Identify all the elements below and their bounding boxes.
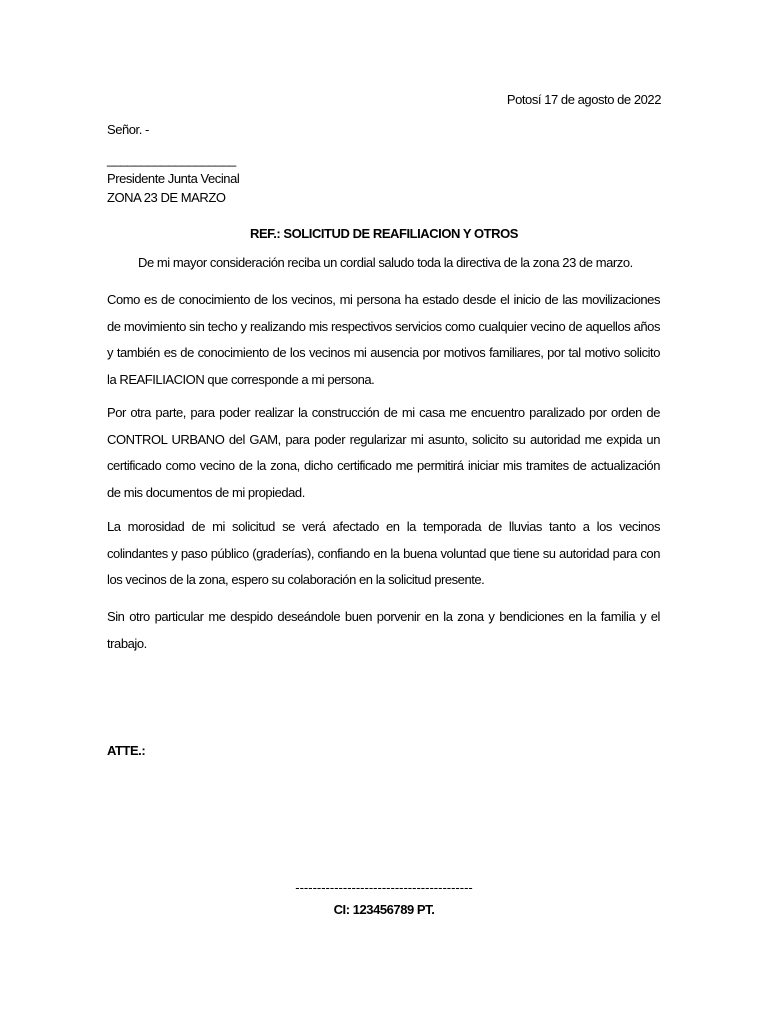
greeting: Señor. - xyxy=(107,122,149,137)
signature-line: ----------------------------------------- xyxy=(295,880,473,895)
recipient-block xyxy=(107,150,239,207)
recipient-title: Presidente Junta Vecinal xyxy=(107,171,240,186)
reference-line: REF.: SOLICITUD DE REAFILIACION Y OTROS xyxy=(250,226,518,241)
body-paragraph-3: La morosidad de mi solicitud se verá afectado en la temporada de lluvias tanto a los vecinos colindantes y paso público (graderías), confiando en la buena voluntad que tiene su autoridad para con los vecinos de la zona, espero su colaboración en la solicitud presente. xyxy=(107,519,660,587)
recipient-name-blank: ___________________ xyxy=(107,152,236,167)
opening-line: De mi mayor consideración reciba un cordial saludo toda la directiva de la zona 23 de marzo. xyxy=(138,255,633,270)
body-paragraph-1: Como es de conocimiento de los vecinos, mi persona ha estado desde el inicio de las movilizaciones de movimiento sin techo y realizando mis respectivos servicios como cualquier vecino de aquellos años y también es de conocimiento de los vecinos mi ausencia por motivos familiares, por tal motivo solicito la REAFILIACION que corresponde a mi persona. xyxy=(107,292,660,387)
closing: ATTE.: xyxy=(107,743,146,758)
body-paragraph-2: Por otra parte, para poder realizar la construcción de mi casa me encuentro paralizado por orden de CONTROL URBANO del GAM, para poder regularizar mi asunto, solicito su autoridad me expida un certificado como vecino de la zona, dicho certificado me permitirá iniciar mis tramites de actualización de mis documentos de mi propiedad. xyxy=(107,405,660,500)
recipient-zone: ZONA 23 DE MARZO xyxy=(107,190,226,205)
letter-date: Potosí 17 de agosto de 2022 xyxy=(506,92,661,107)
body-paragraph-4: Sin otro particular me despido deseándole buen porvenir en la zona y bendiciones en la familia y el trabajo. xyxy=(107,609,660,651)
signature-id: CI: 123456789 PT. xyxy=(333,902,435,917)
